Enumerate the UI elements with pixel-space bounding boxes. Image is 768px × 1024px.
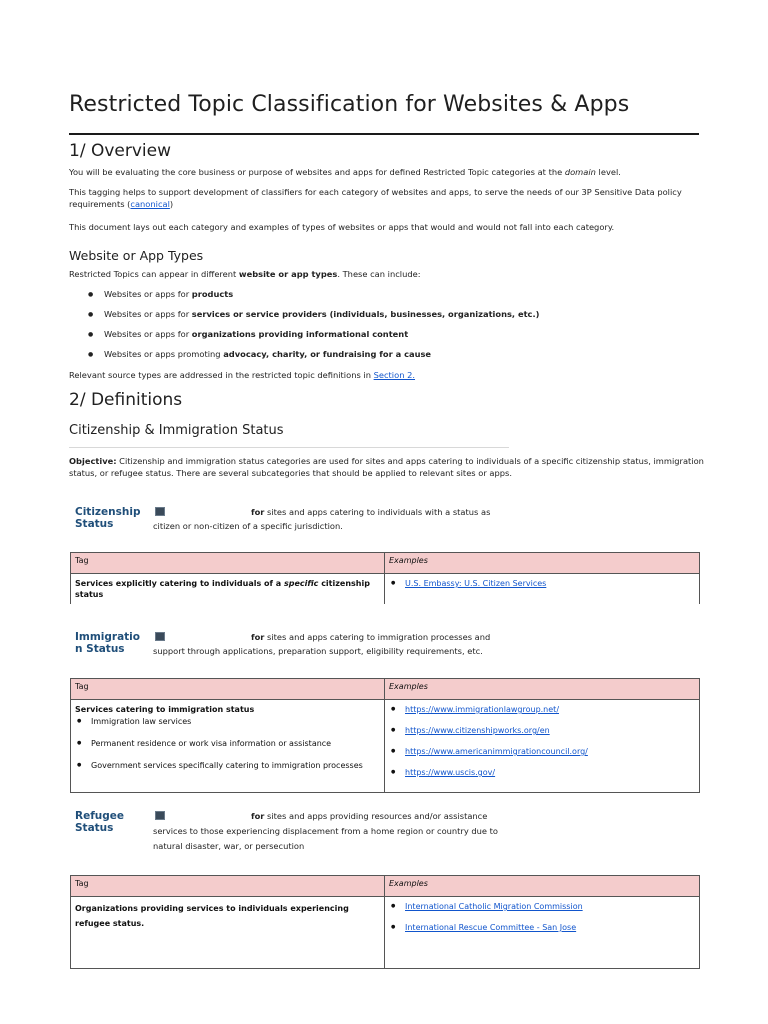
document-title: Restricted Topic Classification for Websites & Apps bbox=[69, 92, 630, 117]
example-link[interactable]: https://www.immigrationlawgroup.net/ bbox=[405, 705, 560, 714]
overview-paragraph-1: You will be evaluating the core business or purpose of websites and apps for defined Restricted Topic categories at the domain level. bbox=[69, 167, 621, 177]
list-item: ● Websites or apps promoting advocacy, charity, or fundraising for a cause bbox=[88, 349, 688, 369]
list-item bbox=[389, 767, 695, 778]
examples-column-header: Examples bbox=[385, 553, 700, 574]
immigration-status-title: Immigratio n Status bbox=[75, 631, 140, 655]
immigration-status-description: for sites and apps catering to immigration processes and support through applications, preparation support, eligibility requirements, etc. bbox=[153, 632, 491, 656]
tag-column-header: Tag bbox=[71, 876, 385, 897]
list-item bbox=[389, 725, 695, 736]
overview-paragraph-2: This tagging helps to support development of classifiers for each category of websites and apps, to serve the needs of our 3P Sensitive Data policy requirements (canonical) bbox=[69, 187, 682, 209]
examples-cell bbox=[385, 700, 700, 793]
refugee-status-description: for sites and apps providing resources and/or assistance services to those experiencing displacement from a home region or country due to natural disaster, war, or persecution bbox=[153, 811, 498, 851]
citizenship-section-heading: Citizenship & Immigration Status bbox=[69, 423, 284, 438]
tag-column-header: Tag bbox=[71, 679, 385, 700]
section-divider bbox=[69, 447, 509, 448]
examples-column-header: Examples bbox=[385, 679, 700, 700]
citizenship-status-table bbox=[70, 552, 700, 604]
list-item bbox=[389, 578, 695, 589]
example-link[interactable]: https://www.uscis.gov/ bbox=[405, 768, 496, 777]
overview-heading: 1/ Overview bbox=[69, 141, 171, 161]
list-item: ● Immigration law services bbox=[75, 716, 380, 727]
title-divider bbox=[69, 133, 699, 135]
examples-column-header: Examples bbox=[385, 876, 700, 897]
refugee-status-title: Refugee Status bbox=[75, 810, 125, 834]
tag-cell: Organizations providing services to individuals experiencing refugee status. bbox=[71, 897, 385, 969]
section-2-link[interactable]: Section 2. bbox=[373, 370, 416, 380]
definitions-heading: 2/ Definitions bbox=[69, 390, 183, 410]
example-link[interactable]: https://www.americanimmigrationcouncil.org/ bbox=[405, 747, 588, 756]
examples-cell bbox=[385, 574, 700, 605]
website-types-heading: Website or App Types bbox=[69, 248, 204, 263]
overview-paragraph-3: This document lays out each category and examples of types of websites or apps that would and would not fall into each category. bbox=[69, 222, 615, 232]
list-item: ● Websites or apps for products bbox=[88, 289, 688, 309]
citizenship-status-description: for sites and apps catering to individuals with a status as citizen or non-citizen of a specific jurisdiction. bbox=[153, 507, 491, 531]
immigration-status-table bbox=[70, 678, 700, 793]
objective-paragraph: Objective: Citizenship and immigration status categories are used for sites and apps catering to individuals of a specific citizenship status, immigration status, or refugee status. There are several subcategories that should be applied to relevant sites or apps. bbox=[69, 456, 704, 478]
tag-column-header: Tag bbox=[71, 553, 385, 574]
example-link[interactable]: U.S. Embassy: U.S. Citizen Services bbox=[405, 579, 547, 588]
canonical-link[interactable]: canonical bbox=[130, 199, 170, 209]
website-types-list bbox=[88, 289, 688, 369]
tag-cell: Services explicitly catering to individuals of a specific citizenship status bbox=[71, 574, 385, 605]
source-types-note: Relevant source types are addressed in the restricted topic definitions in Section 2. bbox=[69, 370, 416, 380]
list-item bbox=[389, 922, 695, 933]
example-link[interactable]: https://www.citizenshipworks.org/en bbox=[405, 726, 550, 735]
example-link[interactable]: International Rescue Committee - San Jose bbox=[405, 923, 577, 932]
example-link[interactable]: International Catholic Migration Commission bbox=[405, 902, 583, 911]
list-item: ● Websites or apps for organizations providing informational content bbox=[88, 329, 688, 349]
list-item: ● Government services specifically catering to immigration processes bbox=[75, 760, 380, 771]
examples-cell bbox=[385, 897, 700, 969]
refugee-status-table bbox=[70, 875, 700, 969]
list-item bbox=[389, 704, 695, 715]
website-types-intro: Restricted Topics can appear in different website or app types. These can include: bbox=[69, 269, 421, 279]
citizenship-status-title: Citizenship Status bbox=[75, 506, 141, 530]
list-item bbox=[389, 746, 695, 757]
list-item: ● Permanent residence or work visa information or assistance bbox=[75, 738, 380, 749]
tag-cell: Services catering to immigration status ● Immigration law services ● Permanent residence or work visa information or assistance ● Government services specifically catering to immigration processes bbox=[71, 700, 385, 793]
list-item: ● Websites or apps for services or service providers (individuals, businesses, organizations, etc.) bbox=[88, 309, 688, 329]
list-item bbox=[389, 901, 695, 912]
